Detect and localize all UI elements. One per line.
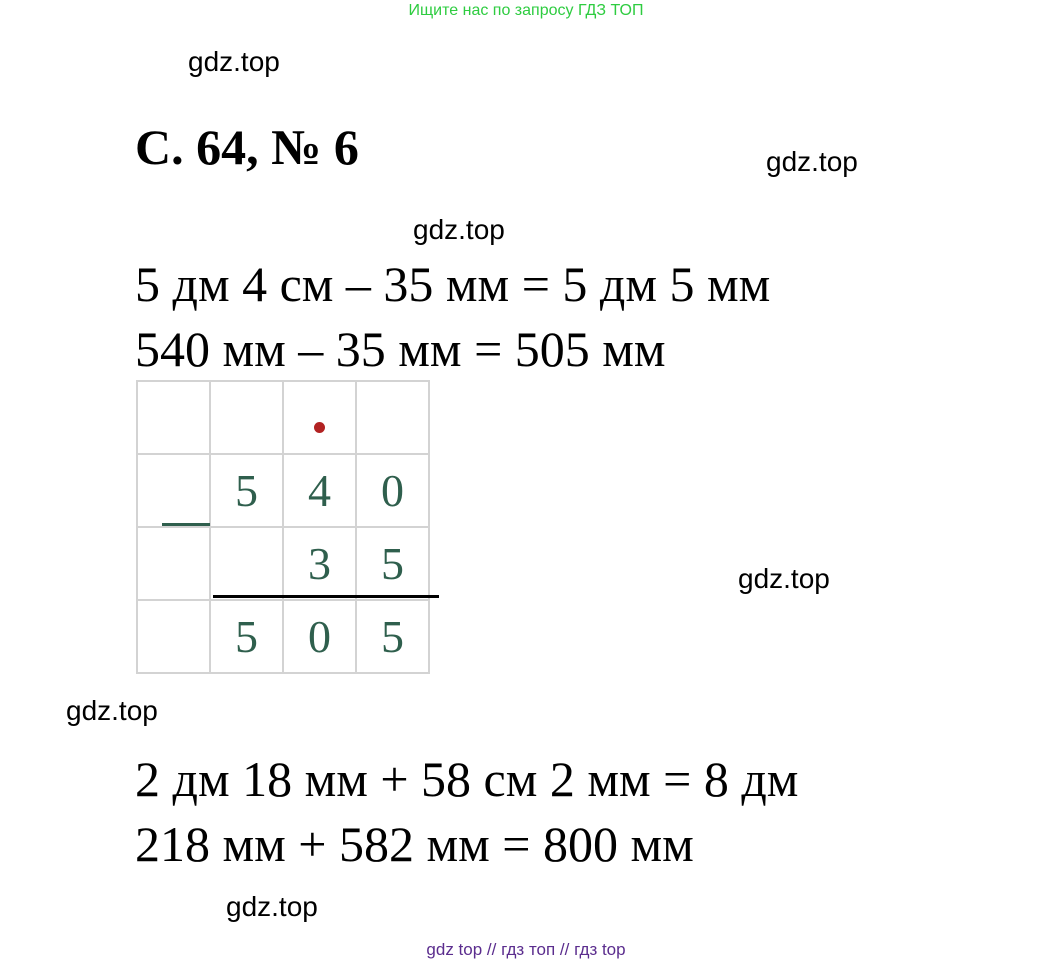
column-subtraction-grid [136, 380, 430, 674]
grid-cell: 5 [356, 600, 429, 673]
grid-cell: 5 [210, 600, 283, 673]
equation-line: 2 дм 18 мм + 58 см 2 мм = 8 дм [135, 751, 799, 807]
grid-cell: 5 [356, 527, 429, 600]
grid-cell [210, 527, 283, 600]
grid-cell: 0 [356, 454, 429, 527]
grid-cell [137, 454, 210, 527]
grid-cell [137, 527, 210, 600]
grid-cell: 4 [283, 454, 356, 527]
watermark: gdz.top [66, 695, 158, 726]
grid-row [137, 527, 429, 600]
grid-cell: 5 [210, 454, 283, 527]
grid-cell: 0 [283, 600, 356, 673]
exercise-title: С. 64, № 6 [135, 119, 359, 175]
grid-cell [137, 600, 210, 673]
grid-cell [210, 381, 283, 454]
grid-cell [283, 381, 356, 454]
grid-cell [137, 381, 210, 454]
watermark: gdz.top [738, 563, 830, 594]
equation-line: 540 мм – 35 мм = 505 мм [135, 321, 666, 377]
watermark: gdz.top [766, 146, 858, 177]
watermark: gdz.top [413, 214, 505, 245]
equation-line: 5 дм 4 см – 35 мм = 5 дм 5 мм [135, 256, 771, 312]
footer-links: gdz top // гдз топ // гдз top [426, 940, 626, 959]
result-underline [213, 595, 439, 598]
watermark: gdz.top [188, 46, 280, 77]
equation-line: 218 мм + 582 мм = 800 мм [135, 816, 694, 872]
grid-cell [356, 381, 429, 454]
watermark: gdz.top [226, 891, 318, 922]
search-hint-banner: Ищите нас по запросу ГДЗ ТОП [408, 2, 644, 19]
grid-cell: 3 [283, 527, 356, 600]
grid-row [137, 381, 429, 454]
grid-row [137, 454, 429, 527]
grid-row [137, 600, 429, 673]
minus-sign-icon [162, 523, 210, 526]
borrow-dot-icon [314, 422, 325, 433]
